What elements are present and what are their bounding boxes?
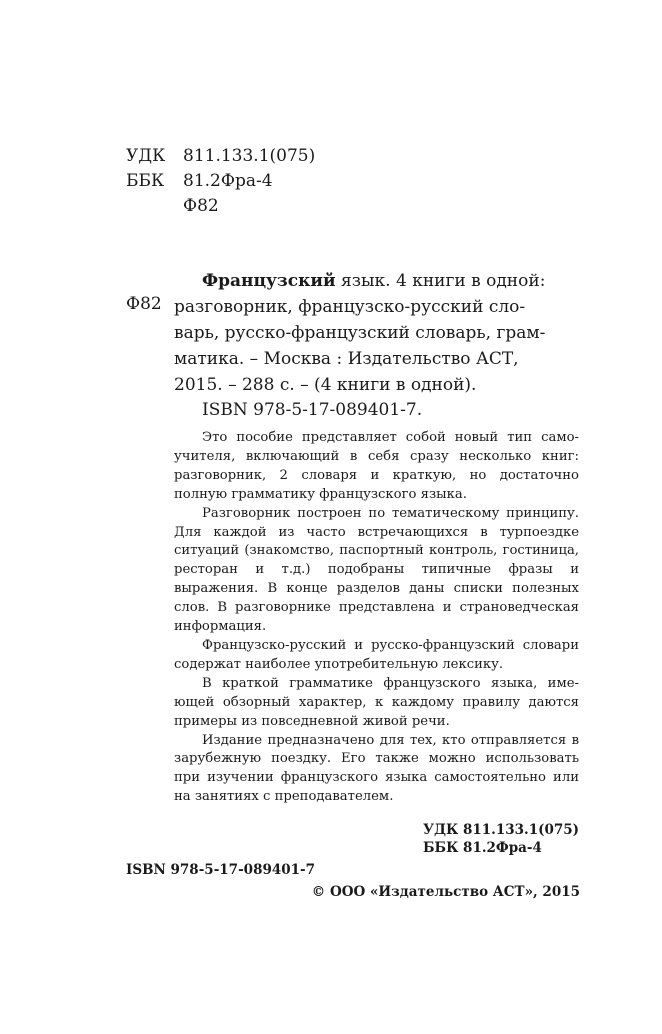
bbk-row	[126, 171, 273, 191]
udk-value: 811.133.1(075)	[183, 146, 316, 166]
title-line-2: разговорник, французско-русский сло-	[174, 297, 526, 317]
isbn-line: ISBN 978-5-17-089401-7.	[202, 400, 423, 420]
udk-row	[126, 146, 315, 166]
title-line-1: Французский язык. 4 книги в одной:	[202, 271, 546, 291]
bbk-label: ББК	[126, 171, 165, 191]
annotation-paragraph: Издание предназначено для тех, кто отправляется в зарубежную поездку. Его также можно использовать при изучении французского языка самостоятельно или на занятиях с преподавателем.	[174, 732, 579, 805]
title-line-5: 2015. – 288 с. – (4 книги в одной).	[174, 375, 477, 395]
annotation-paragraph: Разговорник построен по тематическому принципу. Для каждой из часто встречающихся в турпоездке ситуаций (знакомство, паспортный контроль, гостиница, ресторан и т.д.) подобраны типичные фразы и выражения. В конце разделов даны списки полезных слов. В разговорнике представлена и страноведческая информация.	[174, 505, 579, 635]
bbk-value: 81.2Фра-4	[183, 171, 273, 191]
author-sign-row	[126, 196, 219, 216]
author-sign: Ф82	[183, 196, 219, 216]
imprint-bbk: ББК 81.2Фра-4	[423, 840, 542, 856]
title-bold: Французский	[202, 271, 336, 291]
author-mark: Ф82	[126, 294, 162, 314]
annotation	[174, 429, 579, 807]
annotation-paragraph: Французско-русский и русско-французский словари содержат наиболее употребительную лексику.	[174, 637, 579, 672]
annotation-paragraph: В краткой грамматике французского языка, имеющей обзорный характер, к каждому правилу даются примеры из повседневной живой речи.	[174, 675, 579, 729]
imprint-isbn: ISBN 978-5-17-089401-7	[126, 862, 316, 878]
bibliographic-title	[174, 268, 579, 398]
title-line-3: варь, русско-французский словарь, грам-	[174, 323, 546, 343]
udk-label: УДК	[126, 146, 166, 166]
title-line-4: матика. – Москва : Издательство АСТ,	[174, 349, 519, 369]
imprint-udk: УДК 811.133.1(075)	[423, 822, 580, 838]
copyright: © ООО «Издательство АСТ», 2015	[311, 884, 580, 900]
annotation-paragraph: Это пособие представляет собой новый тип самоучителя, включающий в себя сразу несколько книг: разговорник, 2 словаря и краткую, но достаточно полную грамматику французского языка.	[174, 430, 579, 502]
